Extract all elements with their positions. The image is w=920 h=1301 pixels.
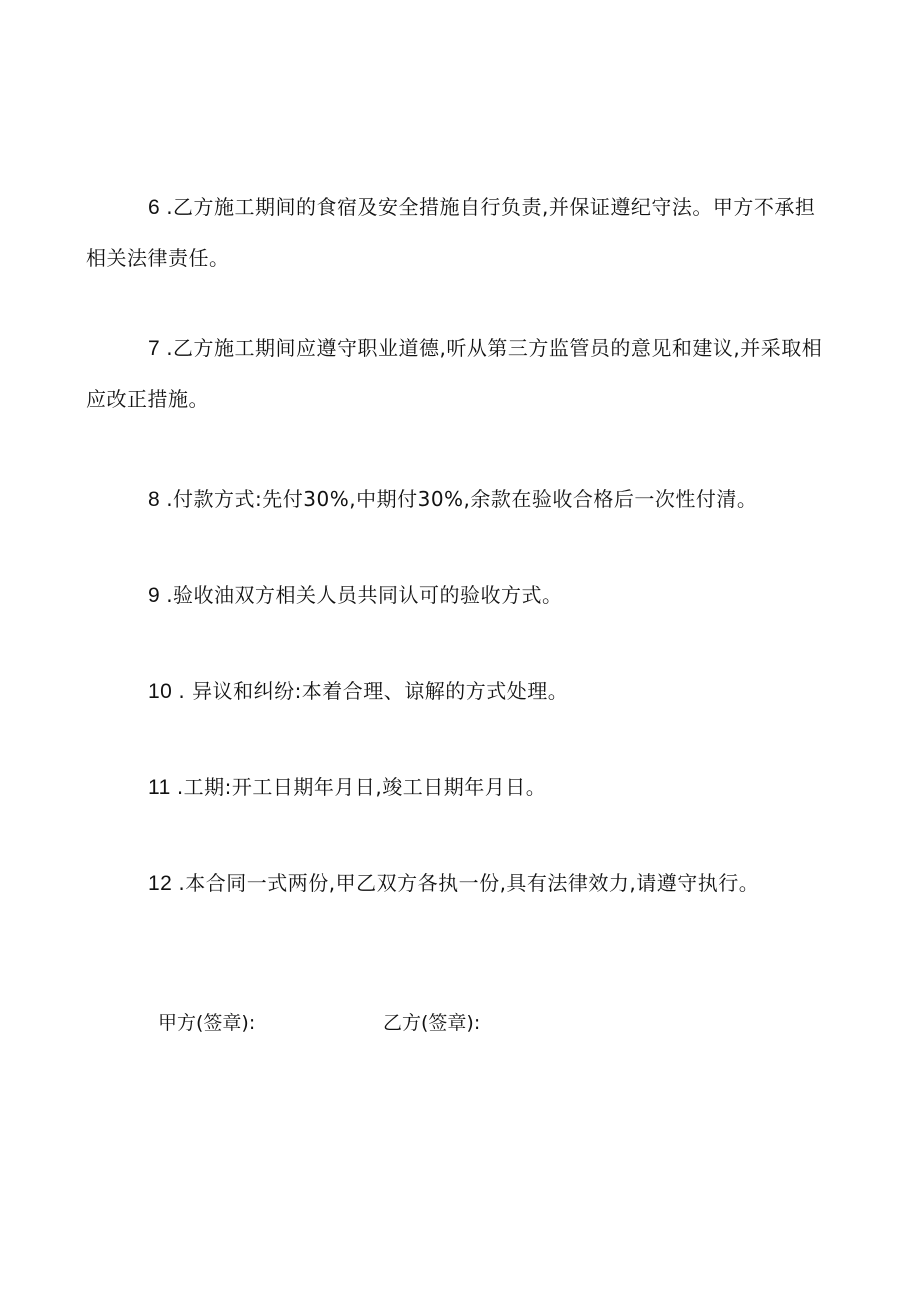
clause-text: .乙方施工期间的食宿及安全措施自行负责,并保证遵纪守法。甲方不承担相关法律责任。 [86,195,816,270]
clause-number: 10 [148,680,173,703]
clause-number: 8 [148,488,161,511]
clause-11 [86,762,826,813]
clause-7 [86,323,826,425]
clause-text: .付款方式:先付30%,中期付30%,余款在验收合格后一次性付清。 [166,487,758,511]
clause-10 [86,666,826,717]
clause-text: .工期:开工日期年月日,竣工日期年月日。 [176,775,547,799]
clause-number: 6 [148,196,161,219]
clause-6 [86,182,826,284]
clause-12 [86,858,826,909]
clause-number: 11 [148,776,171,799]
clause-text: .验收油双方相关人员共同认可的验收方式。 [166,583,563,607]
clause-text: . 异议和纠纷:本着合理、谅解的方式处理。 [178,679,569,703]
clause-text: .乙方施工期间应遵守职业道德,听从第三方监管员的意见和建议,并采取相应改正措施。 [86,336,823,411]
clause-number: 7 [148,337,161,360]
clause-text: .本合同一式两份,甲乙双方各执一份,具有法律效力,请遵守执行。 [178,871,760,895]
clause-number: 12 [148,872,173,895]
party-a-signature-label: 甲方(签章): [158,1012,256,1034]
clause-number: 9 [148,584,161,607]
clause-8 [86,474,826,525]
clause-9 [86,570,826,621]
party-b-signature-label: 乙方(签章): [383,1012,481,1034]
